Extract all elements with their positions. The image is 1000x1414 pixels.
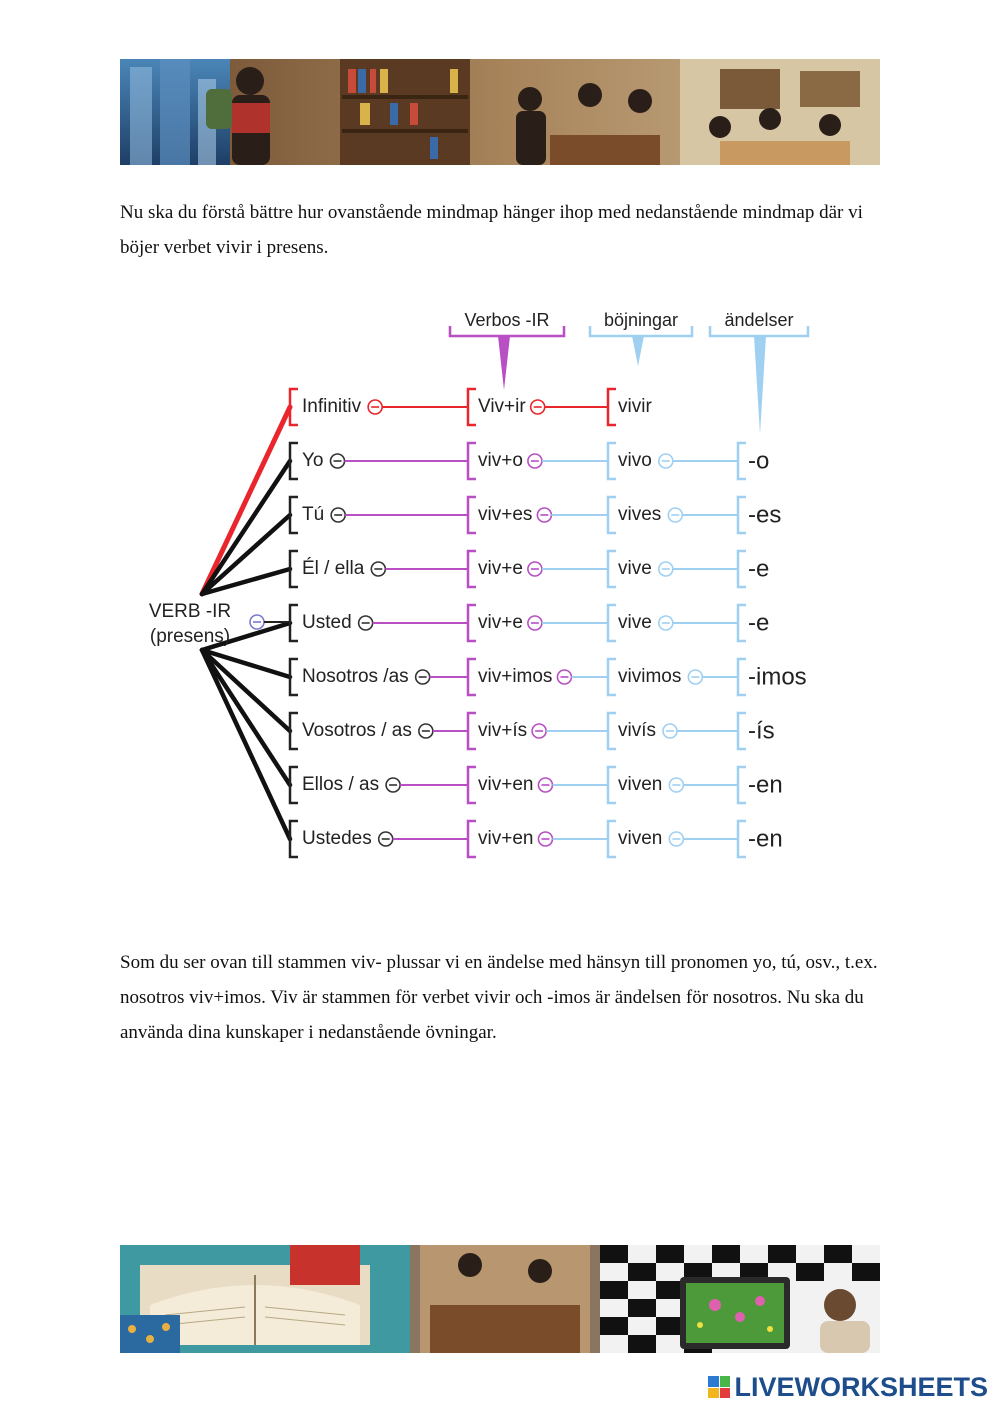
root-node [149, 601, 231, 647]
pronoun-label: Usted [302, 612, 352, 634]
collapse-icon [659, 562, 673, 576]
header-bojningar-label: böjningar [603, 309, 679, 330]
form-bracket [608, 443, 616, 479]
stem-bracket [468, 659, 476, 695]
collapse-icon [532, 724, 546, 738]
collapse-icon [386, 778, 400, 792]
ending-label: -ís [748, 717, 775, 745]
root-label-line: (presens) [149, 626, 231, 648]
collapse-icon [331, 454, 345, 468]
stem-label: viv+e [478, 558, 523, 580]
pronoun-bracket [290, 659, 298, 695]
collapse-icon [557, 670, 571, 684]
ending-bracket [738, 605, 746, 641]
header-verbos-label: Verbos -IR [464, 309, 550, 330]
header-andelser-label: ändelser [724, 309, 794, 330]
collapse-icon [528, 562, 542, 576]
stem-label: viv+es [478, 504, 533, 526]
collapse-icon [669, 832, 683, 846]
ending-bracket [738, 713, 746, 749]
form-label: viven [618, 774, 663, 796]
ending-bracket [738, 443, 746, 479]
ending-bracket [738, 551, 746, 587]
form-label: vivo [618, 450, 652, 472]
outro-paragraph: Som du ser ovan till stammen viv- plussar vi en ändelse med hänsyn till pronomen yo, tú, osv., t.ex. nosotros viv+imos. Viv är stammen för verbet vivir och -imos är ändelsen för nosotros. Nu ska du använda dina kunskaper i nedanstående övningar. [120, 952, 878, 1043]
pronoun-label: Yo [302, 450, 324, 472]
collapse-icon [528, 454, 542, 468]
collapse-icon [371, 562, 385, 576]
header-andelser [710, 310, 808, 434]
stem-label: viv+ís [478, 720, 528, 742]
pronoun-bracket [290, 767, 298, 803]
ending-bracket [738, 821, 746, 857]
collapse-icon [368, 400, 382, 414]
collapse-icon [538, 778, 552, 792]
collapse-icon [359, 616, 373, 630]
stem-bracket [468, 443, 476, 479]
collapse-icon [668, 508, 682, 522]
form-bracket [608, 551, 616, 587]
header-bojningar [590, 310, 692, 366]
collapse-icon [537, 508, 551, 522]
collapse-icon [688, 670, 702, 684]
form-bracket [608, 821, 616, 857]
stem-bracket [468, 605, 476, 641]
collapse-icon [531, 400, 545, 414]
stem-label: viv+o [478, 450, 523, 472]
pronoun-label: Él / ella [302, 558, 365, 580]
stem-bracket [468, 389, 476, 425]
ending-bracket [738, 497, 746, 533]
header-verbos [450, 310, 564, 390]
collapse-icon [659, 616, 673, 630]
intro-paragraph: Nu ska du förstå bättre hur ovanstående mindmap hänger ihop med nedanstående mindmap där vi böjer verbet vivir i presens. [120, 202, 863, 258]
form-label: vivir [618, 396, 652, 418]
stem-bracket [468, 767, 476, 803]
form-label: viven [618, 828, 663, 850]
ending-label: -e [748, 609, 770, 637]
verb-ir-mindmap [120, 290, 840, 870]
stem-label: Viv+ir [478, 396, 526, 418]
ending-label: -en [748, 825, 783, 853]
collapse-icon [669, 778, 683, 792]
root-edge [202, 407, 290, 594]
collapse-icon [538, 832, 552, 846]
pronoun-label: Ustedes [302, 828, 372, 850]
ending-label: -o [748, 447, 770, 475]
stem-bracket [468, 713, 476, 749]
stem-label: viv+en [478, 828, 534, 850]
ending-bracket [738, 659, 746, 695]
top-banner-illustration [120, 59, 880, 165]
collapse-icon [419, 724, 433, 738]
stem-bracket [468, 551, 476, 587]
collapse-icon [528, 616, 542, 630]
collapse-icon [663, 724, 677, 738]
form-label: vive [618, 612, 652, 634]
stem-label: viv+en [478, 774, 534, 796]
root-collapse-icon [250, 615, 264, 629]
liveworksheets-logo-icon [708, 1376, 730, 1398]
form-bracket [608, 713, 616, 749]
bottom-banner-illustration [120, 1245, 880, 1353]
collapse-icon [331, 508, 345, 522]
collapse-icon [659, 454, 673, 468]
pronoun-bracket [290, 551, 298, 587]
pronoun-bracket [290, 605, 298, 641]
collapse-icon [379, 832, 393, 846]
pronoun-bracket [290, 443, 298, 479]
collapse-icon [416, 670, 430, 684]
stem-label: viv+e [478, 612, 523, 634]
form-bracket [608, 389, 616, 425]
stem-bracket [468, 821, 476, 857]
pronoun-bracket [290, 713, 298, 749]
ending-bracket [738, 767, 746, 803]
liveworksheets-logo [708, 1372, 988, 1402]
pronoun-label: Ellos / as [302, 774, 380, 796]
pronoun-bracket [290, 389, 298, 425]
pronoun-label: Vosotros / as [302, 720, 412, 742]
stem-bracket [468, 497, 476, 533]
pronoun-label: Infinitiv [302, 396, 362, 418]
ending-label: -es [748, 501, 782, 529]
pronoun-bracket [290, 821, 298, 857]
root-edge [202, 650, 290, 839]
form-bracket [608, 659, 616, 695]
pronoun-bracket [290, 497, 298, 533]
root-label-line: VERB -IR [148, 601, 232, 623]
stem-label: viv+imos [478, 666, 553, 688]
ending-label: -imos [748, 663, 807, 691]
pronoun-label: Nosotros /as [302, 666, 409, 688]
form-label: vive [618, 558, 652, 580]
ending-label: -en [748, 771, 783, 799]
ending-label: -e [748, 555, 770, 583]
form-bracket [608, 497, 616, 533]
form-bracket [608, 767, 616, 803]
pronoun-label: Tú [302, 504, 325, 526]
form-label: vives [618, 504, 662, 526]
form-label: vivís [618, 720, 656, 742]
form-bracket [608, 605, 616, 641]
form-label: vivimos [618, 666, 682, 688]
liveworksheets-brand: LIVEWORKSHEETS [734, 1371, 988, 1402]
